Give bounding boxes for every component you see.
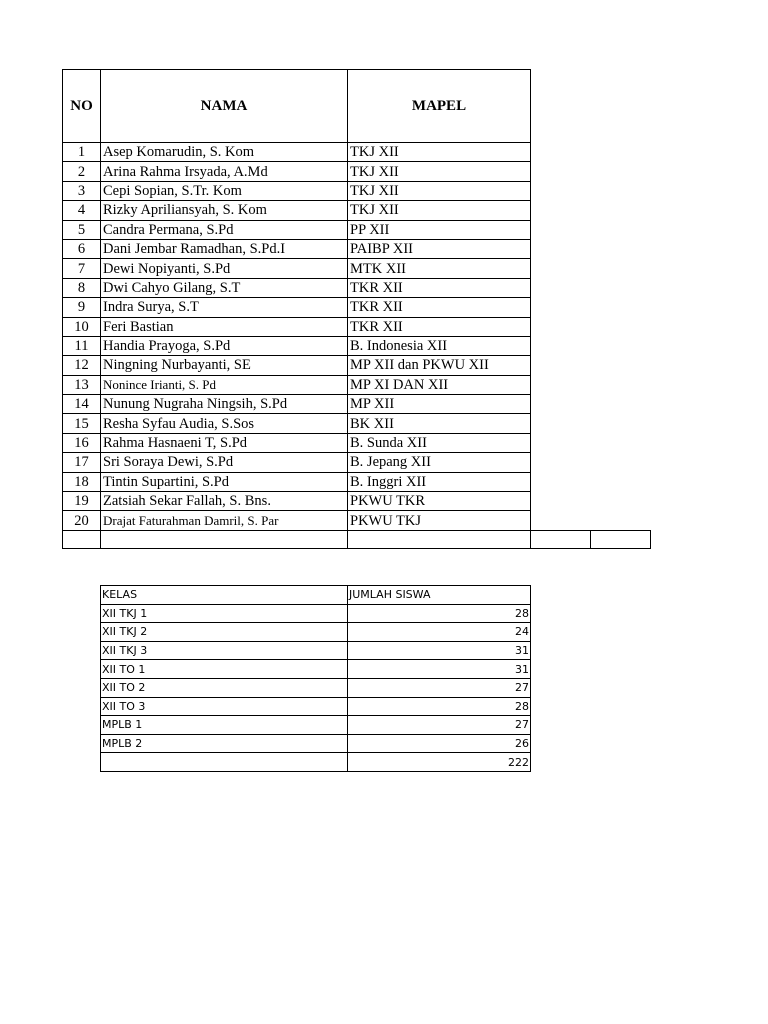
empty-cell [591,162,651,181]
teacher-subject: MP XII dan PKWU XII [348,356,531,375]
empty-cell [531,511,591,530]
class-row [101,734,531,753]
teacher-no: 15 [63,414,101,433]
teacher-name: Dewi Nopiyanti, S.Pd [101,259,348,278]
teacher-row [63,511,651,530]
empty-cell [591,239,651,258]
teacher-name: Zatsiah Sekar Fallah, S. Bns. [101,492,348,511]
empty-cell [531,162,591,181]
teacher-row [63,239,651,258]
teacher-subject: TKR XII [348,317,531,336]
empty-cell [531,395,591,414]
teacher-subject: PKWU TKR [348,492,531,511]
teacher-row [63,336,651,355]
teacher-subject: PKWU TKJ [348,511,531,530]
teacher-row [63,395,651,414]
class-student-count: 27 [348,716,531,735]
class-name: XII TO 3 [101,697,348,716]
teacher-no: 8 [63,278,101,297]
teacher-name: Arina Rahma Irsyada, A.Md [101,162,348,181]
class-row [101,604,531,623]
teacher-subject: B. Inggri XII [348,472,531,491]
class-student-count: 24 [348,623,531,642]
class-rows [101,604,531,753]
empty-cell [531,70,591,143]
teacher-no: 13 [63,375,101,394]
empty-cell [531,317,591,336]
empty-cell [591,395,651,414]
class-header-row [101,586,531,605]
teacher-row [63,472,651,491]
empty-cell [531,143,591,162]
empty-cell [531,181,591,200]
teacher-no: 2 [63,162,101,181]
teacher-no: 18 [63,472,101,491]
teacher-subject: B. Jepang XII [348,453,531,472]
teacher-row [63,220,651,239]
empty-cell [531,453,591,472]
teacher-row [63,143,651,162]
empty-cell [101,530,348,548]
teacher-name: Nunung Nugraha Ningsih, S.Pd [101,395,348,414]
teacher-name: Resha Syfau Audia, S.Sos [101,414,348,433]
empty-cell [591,356,651,375]
empty-cell [348,530,531,548]
teacher-row [63,162,651,181]
teacher-no: 6 [63,239,101,258]
teacher-subject: TKR XII [348,298,531,317]
class-name: XII TKJ 1 [101,604,348,623]
teacher-subject: TKJ XII [348,143,531,162]
teacher-no: 4 [63,201,101,220]
teacher-name: Dwi Cahyo Gilang, S.T [101,278,348,297]
class-row [101,678,531,697]
teacher-name: Sri Soraya Dewi, S.Pd [101,453,348,472]
teacher-row [63,317,651,336]
header-kelas: KELAS [101,586,348,605]
class-row [101,623,531,642]
empty-cell [591,298,651,317]
teacher-subject: TKJ XII [348,181,531,200]
empty-cell [591,259,651,278]
teacher-no: 12 [63,356,101,375]
teacher-row [63,201,651,220]
teacher-no: 9 [63,298,101,317]
class-table [100,585,531,772]
teacher-no: 3 [63,181,101,200]
class-name: XII TKJ 3 [101,641,348,660]
empty-cell [531,472,591,491]
empty-cell [531,336,591,355]
teacher-no: 1 [63,143,101,162]
empty-cell [591,530,651,548]
teacher-subject: B. Indonesia XII [348,336,531,355]
class-name: XII TO 1 [101,660,348,679]
empty-cell [591,492,651,511]
class-name: XII TKJ 2 [101,623,348,642]
empty-cell [531,492,591,511]
teacher-no: 20 [63,511,101,530]
teacher-no: 16 [63,433,101,452]
header-no: NO [63,70,101,143]
header-jumlah-siswa: JUMLAH SISWA [348,586,531,605]
teacher-row [63,414,651,433]
teacher-row [63,453,651,472]
empty-cell [591,433,651,452]
teacher-subject: MP XII [348,395,531,414]
empty-cell [591,143,651,162]
teacher-row [63,375,651,394]
empty-cell [531,298,591,317]
teacher-subject: PP XII [348,220,531,239]
teacher-name: Feri Bastian [101,317,348,336]
teacher-name: Nonince Irianti, S. Pd [101,375,348,394]
empty-cell [531,375,591,394]
teacher-name: Handia Prayoga, S.Pd [101,336,348,355]
teacher-subject: TKJ XII [348,162,531,181]
class-student-count: 26 [348,734,531,753]
class-row [101,641,531,660]
teacher-no: 10 [63,317,101,336]
teacher-no: 7 [63,259,101,278]
teacher-subject: TKR XII [348,278,531,297]
teacher-no: 17 [63,453,101,472]
teacher-name: Asep Komarudin, S. Kom [101,143,348,162]
teacher-rows [63,143,651,549]
teacher-subject: MP XI DAN XII [348,375,531,394]
empty-cell [591,414,651,433]
teacher-table [62,69,651,549]
teacher-row [63,278,651,297]
empty-cell [591,375,651,394]
header-nama: NAMA [101,70,348,143]
class-total-row [101,753,531,772]
teacher-no: 14 [63,395,101,414]
empty-cell [591,201,651,220]
teacher-row [63,356,651,375]
teacher-name: Dani Jembar Ramadhan, S.Pd.I [101,239,348,258]
class-name: XII TO 2 [101,678,348,697]
empty-cell [531,220,591,239]
teacher-no: 19 [63,492,101,511]
teacher-name: Cepi Sopian, S.Tr. Kom [101,181,348,200]
empty-cell [591,220,651,239]
empty-cell [591,70,651,143]
header-mapel: MAPEL [348,70,531,143]
total-jumlah-siswa: 222 [348,753,531,772]
teacher-subject: BK XII [348,414,531,433]
teacher-subject: MTK XII [348,259,531,278]
empty-cell [591,453,651,472]
teacher-name: Rahma Hasnaeni T, S.Pd [101,433,348,452]
class-student-count: 31 [348,641,531,660]
teacher-name: Tintin Supartini, S.Pd [101,472,348,491]
empty-cell [101,753,348,772]
teacher-name: Drajat Faturahman Damril, S. Par [101,511,348,530]
teacher-no: 5 [63,220,101,239]
teacher-row [63,433,651,452]
class-row [101,697,531,716]
teacher-blank-row [63,530,651,548]
empty-cell [591,336,651,355]
class-student-count: 31 [348,660,531,679]
empty-cell [591,278,651,297]
empty-cell [531,239,591,258]
teacher-subject: TKJ XII [348,201,531,220]
empty-cell [531,259,591,278]
teacher-header-row [63,70,651,143]
teacher-name: Ningning Nurbayanti, SE [101,356,348,375]
class-row [101,660,531,679]
class-student-count: 28 [348,604,531,623]
empty-cell [591,511,651,530]
empty-cell [531,414,591,433]
teacher-name: Candra Permana, S.Pd [101,220,348,239]
empty-cell [531,201,591,220]
empty-cell [63,530,101,548]
teacher-name: Rizky Apriliansyah, S. Kom [101,201,348,220]
teacher-subject: B. Sunda XII [348,433,531,452]
teacher-name: Indra Surya, S.T [101,298,348,317]
empty-cell [531,530,591,548]
class-name: MPLB 1 [101,716,348,735]
class-row [101,716,531,735]
teacher-row [63,298,651,317]
empty-cell [591,472,651,491]
teacher-subject: PAIBP XII [348,239,531,258]
empty-cell [531,433,591,452]
teacher-row [63,181,651,200]
teacher-no: 11 [63,336,101,355]
empty-cell [531,356,591,375]
teacher-row [63,492,651,511]
class-student-count: 27 [348,678,531,697]
class-student-count: 28 [348,697,531,716]
empty-cell [591,317,651,336]
empty-cell [531,278,591,297]
empty-cell [591,181,651,200]
class-name: MPLB 2 [101,734,348,753]
teacher-row [63,259,651,278]
